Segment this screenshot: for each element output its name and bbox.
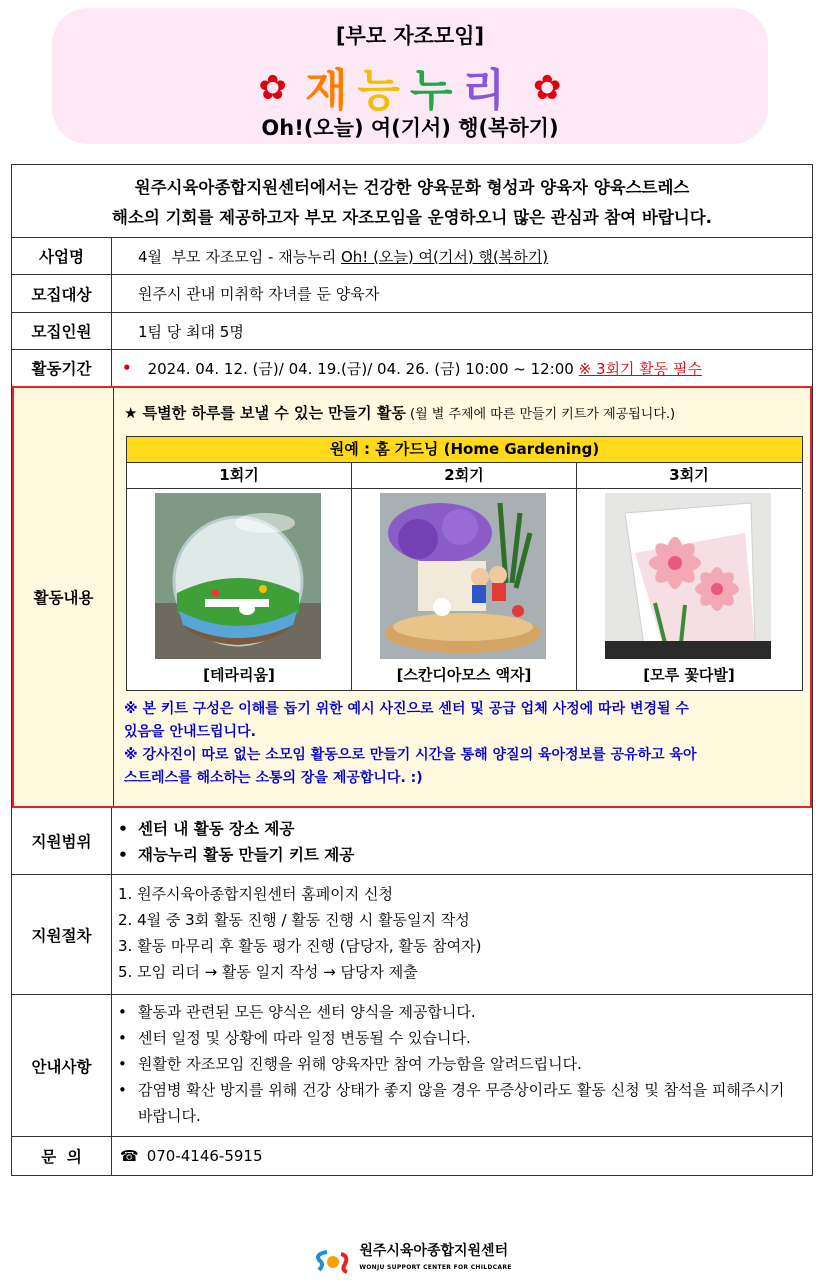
list-item: 3. 활동 마무리 후 활동 평가 진행 (담당자, 활동 참여자) (118, 937, 482, 955)
contact-label: 문 의 (12, 1137, 112, 1175)
bullet-icon: • (122, 359, 132, 377)
project-title: Oh! (오늘) 여(기서) 행(복하기) (340, 247, 549, 266)
activity-star-line (124, 402, 675, 423)
main-title (52, 54, 768, 118)
target-row (12, 275, 812, 313)
notice-row (12, 995, 812, 1137)
period-label: 활동기간 (12, 350, 112, 386)
list-item: • 센터 일정 및 상황에 따라 일정 변동될 수 있습니다. (112, 1025, 802, 1051)
capacity-value: 1팀 당 최대 5명 (138, 322, 244, 341)
intro-line: 해소의 기회를 제공하고자 부모 자조모임을 운영하오니 많은 관심과 참여 바랍니다. (112, 208, 712, 227)
scope-list (112, 816, 354, 868)
subtitle: Oh!(오늘) 여(기서) 행(복하기) (261, 116, 559, 140)
org-name: 원주시육아종합지원센터 (359, 1243, 509, 1259)
list-item: 1. 원주시육아종합지원센터 홈페이지 신청 (118, 885, 393, 903)
pipe-cleaner-bouquet-image (605, 493, 771, 659)
activity-label: 활동내용 (14, 388, 114, 806)
info-table (11, 164, 813, 1176)
activity-row (12, 386, 812, 808)
intro-row (12, 165, 812, 238)
star-line-text: ★ 특별한 하루를 보낼 수 있는 만들기 활동 (124, 404, 406, 422)
flower-icon: ✿ (258, 68, 287, 108)
note-line: ※ 강사진이 따로 없는 소모임 활동으로 만들기 시간을 통해 양질의 육아정보를 공유하고 육아 (124, 747, 697, 763)
list-item: 2. 4월 중 3회 활동 진행 / 활동 진행 시 활동일지 작성 (118, 911, 470, 929)
notice-list (112, 999, 802, 1129)
list-item: • 재능누리 활동 만들기 키트 제공 (112, 842, 354, 868)
period-row (12, 350, 812, 387)
session-caption: [모루 꽃다발] (643, 666, 735, 684)
project-row (12, 238, 812, 275)
kit-title: 원예 : 홈 가드닝 (Home Gardening) (127, 437, 802, 463)
session-caption: [스칸디아모스 액자] (396, 666, 532, 684)
contact-phone: 070-4146-5915 (146, 1147, 263, 1165)
bracket-title: [부모 자조모임] (335, 24, 485, 48)
phone-icon: ☎ (120, 1147, 139, 1165)
title-char: 누 (410, 65, 463, 116)
session-header: 1회기 (127, 463, 351, 489)
target-label: 모집대상 (12, 275, 112, 312)
kit-notes (124, 698, 786, 790)
notice-label: 안내사항 (12, 995, 112, 1136)
period-note: ※ 3회기 활동 필수 (578, 359, 702, 378)
title-char: 재 (304, 65, 358, 116)
session-column (127, 463, 352, 690)
contact-row (12, 1137, 812, 1175)
capacity-row (12, 313, 812, 350)
procedure-label: 지원절차 (12, 875, 112, 994)
session-caption: [테라리움] (203, 666, 275, 684)
note-line: 있음을 안내드립니다. (124, 724, 256, 740)
scope-label: 지원범위 (12, 808, 112, 874)
target-value: 원주시 관내 미취학 자녀를 둔 양육자 (138, 285, 380, 303)
title-char: 리 (462, 65, 516, 116)
note-line: 스트레스를 해소하는 소통의 장을 제공합니다. :) (124, 770, 423, 786)
list-item: • 센터 내 활동 장소 제공 (112, 816, 354, 842)
list-item: • 활동과 관련된 모든 양식은 센터 양식을 제공합니다. (112, 999, 802, 1025)
capacity-label: 모집인원 (12, 313, 112, 349)
org-name-en: WONJU SUPPORT CENTER FOR CHILDCARE (359, 1264, 512, 1271)
project-prefix: 4월 부모 자조모임 - 재능누리 (138, 247, 341, 266)
center-logo-icon (313, 1246, 353, 1274)
project-label: 사업명 (12, 238, 112, 274)
period-value: 2024. 04. 12. (금)/ 04. 19.(금)/ 04. 26. (금) 10:00 ~ 12:00 (147, 359, 579, 378)
list-item: 5. 모임 리더 → 활동 일지 작성 → 담당자 제출 (118, 963, 418, 981)
session-column (577, 463, 801, 690)
scope-row (12, 808, 812, 875)
terrarium-image (155, 493, 321, 659)
poster-header (52, 8, 768, 144)
footer (0, 1244, 825, 1275)
list-item: • 원활한 자조모임 진행을 위해 양육자만 참여 가능함을 알려드립니다. (112, 1051, 802, 1077)
note-line: ※ 본 키트 구성은 이해를 돕기 위한 예시 사진으로 센터 및 공급 업체 사정에 따라 변경될 수 (124, 701, 689, 717)
star-note: (월 별 주제에 따른 만들기 키트가 제공됩니다.) (405, 407, 676, 422)
session-header: 3회기 (577, 463, 801, 489)
flower-icon: ✿ (533, 68, 562, 108)
procedure-list (118, 881, 482, 985)
list-item: • 감염병 확산 방지를 위해 건강 상태가 좋지 않을 경우 무증상이라도 활동 신청 및 참석을 피해주시기 바랍니다. (112, 1077, 802, 1129)
intro-line: 원주시육아종합지원센터에서는 건강한 양육문화 형성과 양육자 양육스트레스 (134, 178, 690, 197)
procedure-row (12, 875, 812, 995)
scandia-moss-image (380, 493, 546, 659)
session-column (352, 463, 577, 690)
session-header: 2회기 (352, 463, 576, 489)
title-char: 능 (357, 65, 410, 116)
kit-table (126, 436, 803, 691)
